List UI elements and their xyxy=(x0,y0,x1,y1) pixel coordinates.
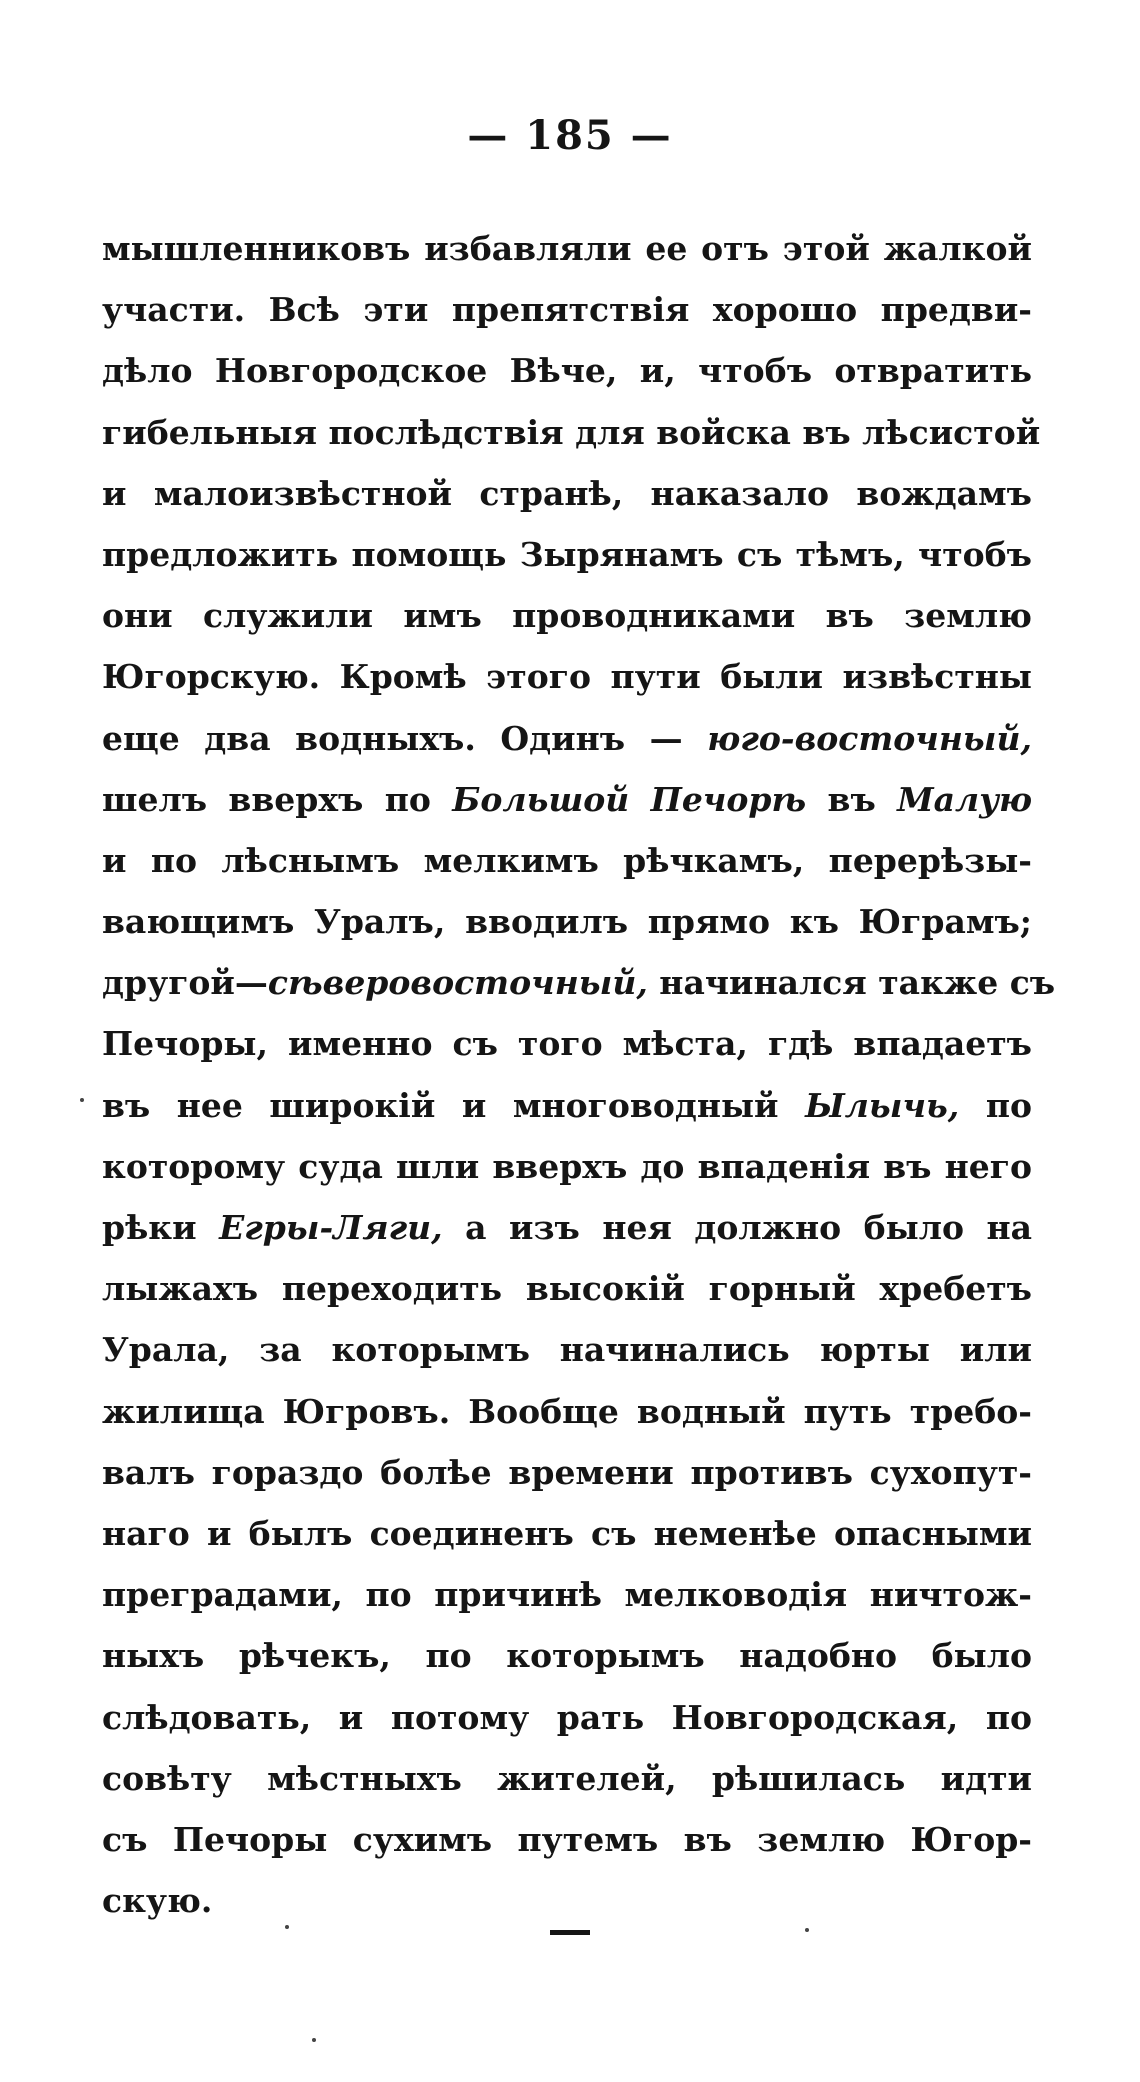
text-line xyxy=(102,1687,1032,1748)
text-line xyxy=(102,646,1032,707)
text-segment: слѣдовать, и потому рать Новгородская, по xyxy=(102,1697,1032,1737)
text-segment: по xyxy=(959,1085,1032,1125)
body-text xyxy=(102,218,1056,1931)
text-line xyxy=(102,1809,1032,1870)
text-line xyxy=(102,585,1032,646)
text-segment: рѣки xyxy=(102,1208,220,1247)
text-line xyxy=(102,1258,1032,1319)
print-speck xyxy=(80,1098,84,1102)
text-line xyxy=(102,952,1056,1013)
text-line xyxy=(102,769,1032,830)
text-line xyxy=(102,1013,1032,1074)
text-segment: скую. xyxy=(102,1881,213,1921)
text-line xyxy=(102,524,1032,585)
text-segment: лыжахъ переходить высокій горный хребетъ xyxy=(102,1269,1032,1309)
text-segment: Югорскую. Кромѣ этого пути были извѣстны xyxy=(102,657,1032,697)
text-segment: валъ гораздо болѣе времени противъ сухопут- xyxy=(102,1452,1032,1492)
text-segment: еще два водныхъ. Одинъ — xyxy=(102,718,708,758)
text-segment: другой— xyxy=(102,963,268,1003)
italic-text-segment: сѣверовосточный, xyxy=(267,963,648,1003)
text-segment: дѣло Новгородское Вѣче, и, чтобъ отвратить xyxy=(102,351,1032,391)
italic-text-segment: Егры-Ляги, xyxy=(219,1208,443,1247)
italic-text-segment: юго-восточный, xyxy=(707,718,1032,758)
italic-text-segment: Ылычь, xyxy=(805,1085,960,1125)
text-segment: гибельныя послѣдствія для войска въ лѣсистой xyxy=(102,412,1041,452)
text-segment: шелъ вверхъ по xyxy=(102,779,453,819)
text-line xyxy=(102,1381,1032,1442)
text-segment: вающимъ Уралъ, вводилъ прямо къ Юграмъ; xyxy=(102,902,1032,942)
text-line xyxy=(102,1136,1032,1197)
text-segment: участи. Всѣ эти препятствія хорошо предви- xyxy=(102,290,1032,330)
text-segment: и по лѣснымъ мелкимъ рѣчкамъ, перерѣзы- xyxy=(102,840,1032,880)
end-mark xyxy=(550,1930,590,1935)
text-line xyxy=(102,279,1032,340)
text-line xyxy=(102,402,1041,463)
page-number: — 185 — xyxy=(467,112,673,159)
print-speck xyxy=(312,2038,316,2042)
text-line xyxy=(102,708,1032,769)
text-line xyxy=(102,463,1032,524)
text-segment: преградами, по причинѣ мелководія ничтож- xyxy=(102,1575,1032,1615)
text-segment: а изъ нея должно было на xyxy=(442,1208,1032,1247)
text-line xyxy=(102,1075,1032,1136)
text-segment: жилища Югровъ. Вообще водный путь требо- xyxy=(102,1391,1032,1431)
text-segment: наго и былъ соединенъ съ неменѣе опасными xyxy=(102,1513,1032,1553)
text-line xyxy=(102,1870,1032,1931)
text-segment: и малоизвѣстной странѣ, наказало вождамъ xyxy=(102,473,1032,513)
text-line xyxy=(102,1442,1032,1503)
text-segment: начинался также съ xyxy=(647,963,1056,1003)
text-line xyxy=(102,1503,1032,1564)
text-line xyxy=(102,218,1032,279)
text-segment: мышленниковъ избавляли ее отъ этой жалкой xyxy=(102,229,1032,268)
text-segment: ныхъ рѣчекъ, по которымъ надобно было xyxy=(102,1636,1032,1676)
text-segment: Печоры, именно съ того мѣста, гдѣ впадаетъ xyxy=(102,1024,1032,1064)
italic-text-segment: Малую xyxy=(897,779,1032,819)
text-line xyxy=(102,1625,1032,1686)
text-segment: въ xyxy=(806,779,898,819)
text-line xyxy=(102,830,1032,891)
text-segment: которому суда шли вверхъ до впаденія въ него xyxy=(102,1146,1032,1186)
text-segment: предложить помощь Зырянамъ съ тѣмъ, чтобъ xyxy=(102,534,1032,574)
print-speck xyxy=(285,1925,289,1929)
text-segment: они служили имъ проводниками въ землю xyxy=(102,596,1032,636)
text-line xyxy=(102,1197,1032,1258)
text-line xyxy=(102,1748,1032,1809)
text-line xyxy=(102,340,1032,401)
text-segment: совѣту мѣстныхъ жителей, рѣшилась идти xyxy=(102,1758,1032,1798)
italic-text-segment: Большой Печорѣ xyxy=(452,779,807,819)
text-line xyxy=(102,891,1032,952)
text-line xyxy=(102,1564,1032,1625)
text-segment: Урала, за которымъ начинались юрты или xyxy=(102,1330,1032,1370)
text-segment: въ нее широкій и многоводный xyxy=(102,1085,806,1125)
text-line xyxy=(102,1319,1032,1380)
print-speck xyxy=(805,1928,809,1932)
text-segment: съ Печоры сухимъ путемъ въ землю Югор- xyxy=(102,1819,1032,1859)
